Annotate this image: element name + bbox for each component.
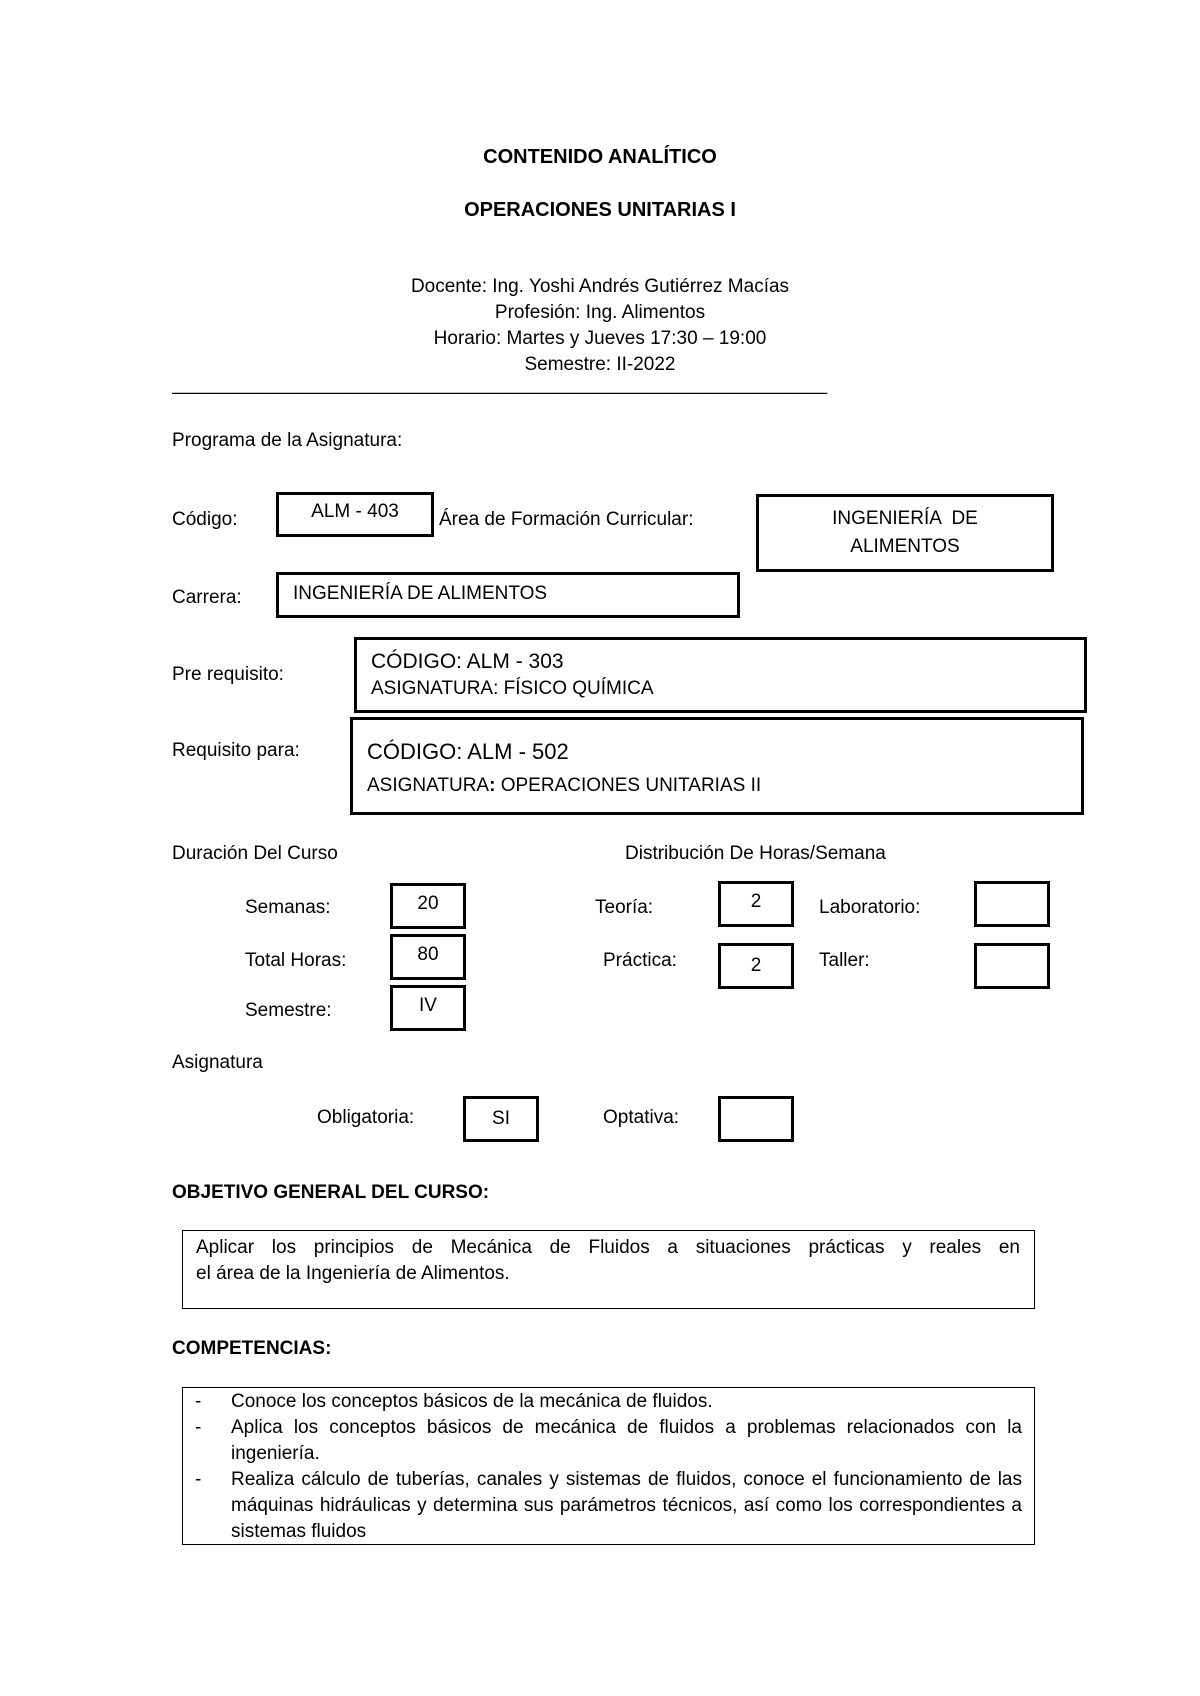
objective-line1: Aplicar los principios de Mecánica de Fluidos a situaciones prácticas y reales en bbox=[196, 1237, 1020, 1258]
total-hours-field bbox=[390, 934, 466, 980]
semester-value: IV bbox=[419, 995, 437, 1016]
prereq-field bbox=[354, 637, 1087, 713]
duration-heading: Duración Del Curso bbox=[172, 843, 338, 864]
area-label: Área de Formación Curricular: bbox=[439, 509, 694, 530]
req-for-subject-colon: : bbox=[489, 775, 496, 796]
practice-field bbox=[718, 943, 794, 989]
req-for-subject-label: ASIGNATURA bbox=[367, 775, 490, 796]
theory-label: Teoría: bbox=[595, 897, 654, 918]
area-value-line2: ALIMENTOS bbox=[850, 536, 960, 557]
theory-value: 2 bbox=[750, 891, 762, 912]
semester-field bbox=[390, 985, 466, 1031]
practice-label: Práctica: bbox=[603, 950, 677, 971]
career-value: INGENIERÍA DE ALIMENTOS bbox=[293, 583, 548, 604]
objective-line2: el área de la Ingeniería de Alimentos. bbox=[196, 1263, 510, 1284]
optional-field bbox=[718, 1096, 794, 1142]
workshop-field bbox=[974, 943, 1050, 989]
mandatory-value: SI bbox=[492, 1108, 510, 1129]
horizontal-rule: ______________________________________________________________ bbox=[172, 374, 828, 395]
competencies-box bbox=[182, 1387, 1035, 1545]
req-for-subject bbox=[367, 769, 1081, 803]
prereq-code: CÓDIGO: ALM - 303 bbox=[371, 650, 564, 673]
req-for-code: CÓDIGO: ALM - 502 bbox=[367, 739, 569, 764]
semester-line: Semestre: II-2022 bbox=[524, 354, 676, 375]
req-for-field bbox=[350, 717, 1084, 815]
prereq-subject: ASIGNATURA: FÍSICO QUÍMICA bbox=[371, 678, 654, 699]
weeks-field bbox=[390, 883, 466, 929]
career-label: Carrera: bbox=[172, 587, 242, 608]
objective-heading: OBJETIVO GENERAL DEL CURSO: bbox=[172, 1182, 490, 1203]
competencies-heading: COMPETENCIAS: bbox=[172, 1338, 332, 1359]
semester-label: Semestre: bbox=[245, 1000, 332, 1021]
req-for-subject-value: OPERACIONES UNITARIAS II bbox=[495, 775, 762, 796]
career-field bbox=[276, 572, 740, 618]
program-heading: Programa de la Asignatura: bbox=[172, 430, 403, 451]
competency-item: - Realiza cálculo de tuberías, canales y sistemas de fluidos, conoce el funcionamiento de las máquinas hidráulicas y determina sus parámetros técnicos, así como los correspondientes a sistemas fluidos bbox=[183, 1467, 1022, 1545]
area-value-line1: INGENIERÍA DE bbox=[832, 508, 978, 529]
course-title: OPERACIONES UNITARIAS I bbox=[464, 199, 736, 221]
req-for-label: Requisito para: bbox=[172, 740, 300, 761]
lab-field bbox=[974, 881, 1050, 927]
area-field bbox=[756, 494, 1054, 572]
mandatory-field bbox=[463, 1096, 539, 1142]
weeks-label: Semanas: bbox=[245, 897, 331, 918]
total-hours-label: Total Horas: bbox=[245, 950, 347, 971]
subject-type-heading: Asignatura bbox=[172, 1052, 263, 1073]
teacher-line: Docente: Ing. Yoshi Andrés Gutiérrez Macías bbox=[410, 276, 790, 297]
competency-item: - Conoce los conceptos básicos de la mecánica de fluidos. bbox=[183, 1389, 1022, 1415]
hours-heading: Distribución De Horas/Semana bbox=[625, 843, 886, 864]
objective-box bbox=[182, 1230, 1035, 1309]
optional-label: Optativa: bbox=[603, 1107, 680, 1128]
code-field bbox=[276, 492, 434, 537]
schedule-line: Horario: Martes y Jueves 17:30 – 19:00 bbox=[433, 328, 767, 349]
code-label: Código: bbox=[172, 509, 238, 530]
mandatory-label: Obligatoria: bbox=[317, 1107, 415, 1128]
lab-label: Laboratorio: bbox=[819, 897, 921, 918]
profession-line: Profesión: Ing. Alimentos bbox=[494, 302, 706, 323]
code-value: ALM - 403 bbox=[311, 500, 399, 522]
workshop-label: Taller: bbox=[819, 950, 870, 971]
competency-item: - Aplica los conceptos básicos de mecánica de fluidos a problemas relacionados con la ingeniería. bbox=[183, 1415, 1022, 1467]
weeks-value: 20 bbox=[417, 893, 439, 914]
practice-value: 2 bbox=[750, 955, 762, 976]
competencies-list bbox=[183, 1389, 1022, 1545]
theory-field bbox=[718, 881, 794, 927]
prereq-label: Pre requisito: bbox=[172, 664, 284, 685]
total-hours-value: 80 bbox=[417, 944, 439, 965]
document-title: CONTENIDO ANALÍTICO bbox=[483, 146, 717, 168]
